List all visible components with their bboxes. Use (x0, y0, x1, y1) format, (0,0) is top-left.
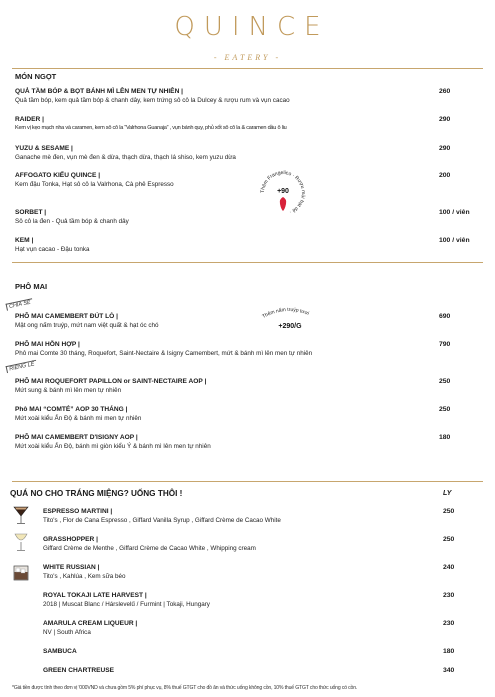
item-name: ROYAL TOKAJI LATE HARVEST | (43, 592, 147, 599)
stamp-price: +290/G (278, 323, 302, 330)
item-description: Kem đậu Tonka, Hạt sô cô la Valrhona, Cà phê Espresso (15, 181, 174, 188)
section-title-desserts: MÓN NGỌT (15, 72, 57, 81)
menu-item (15, 237, 485, 253)
drink-item (43, 620, 485, 636)
menu-item (15, 406, 485, 422)
tag-share: CHIA SẺ (6, 298, 34, 310)
item-description: Sô cô la đen - Quả tầm bóp & chanh dây (15, 218, 129, 225)
item-description: Quả tầm bóp, kem quả tầm bóp & chanh dây, kem trứng sô cô la Dulcey & rượu rum và vụn cacao (15, 97, 290, 104)
item-name: PHÔ MAI ROQUEFORT PAPILLON or SAINT-NECTAIRE AOP | (15, 378, 207, 385)
tongue-icon (280, 197, 286, 211)
martini-glass-icon (12, 505, 30, 525)
item-description: 2018 | Muscat Blanc / Hárslevelű / Furmint | Tokaji, Hungary (43, 601, 210, 608)
item-name: ESPRESSO MARTINI | (43, 508, 113, 515)
item-price: 100 / viên (439, 209, 470, 216)
item-price: 290 (439, 116, 451, 123)
item-price: 250 (439, 406, 451, 413)
item-price: 200 (439, 172, 451, 179)
item-name: Phô MAI “COMTÉ” AOP 30 THÁNG | (15, 406, 128, 413)
truffle-stamp (254, 300, 324, 334)
menu-item (15, 116, 485, 131)
drink-item (43, 592, 485, 608)
item-description: Mứt xoài kiểu Ấn Độ, bánh mì giòn kiểu Ý & bánh mì lên men tự nhiên (15, 443, 211, 450)
item-price: 260 (439, 88, 451, 95)
section-title-drinks: QUÁ NO CHO TRÁNG MIỆNG? UỐNG THÔI ! (10, 489, 183, 498)
section-title-cheese: PHÔ MAI (15, 282, 48, 291)
price-footnote: *Giá tiền được tính theo đơn vị '000VND và chưa gồm 5% phí phục vụ, 8% thuế GTGT cho đồ ăn và thức uống không cồn, 10% thuế GTGT cho thức uống có cồn. (12, 685, 358, 691)
item-description: Ganache mè đen, vụn mè đen & dừa, thạch dừa, thạch lá shiso, kem yuzu dừa (15, 154, 236, 161)
menu-item (15, 209, 485, 225)
svg-text:Thêm nấm truýp tươi (261, 307, 309, 320)
item-name: PHÔ MAI CAMEMBERT D'ISIGNY AOP | (15, 434, 138, 441)
item-price: 290 (439, 145, 451, 152)
item-name: PHÔ MAI CAMEMBERT ĐÚT LÒ | (15, 313, 118, 320)
menu-item (15, 88, 485, 104)
stamp-price: +90 (277, 188, 289, 195)
item-name: KEM | (15, 237, 34, 244)
menu-item (15, 434, 485, 450)
divider (12, 262, 483, 263)
menu-item (15, 313, 485, 329)
menu-item (15, 172, 485, 188)
item-description: Hạt vụn cacao - Đậu tonka (15, 246, 90, 253)
item-price: 100 / viên (439, 237, 470, 244)
drink-item (43, 667, 485, 674)
item-description: Mứt sung & bánh mì lên men tự nhiên (15, 387, 122, 394)
item-description: NV | South Africa (43, 629, 91, 636)
item-price: 230 (443, 620, 455, 627)
stamp-text: Thêm nấm truýp tươi (261, 306, 310, 320)
item-name: YUZU & SESAME | (15, 145, 73, 152)
item-price: 790 (439, 341, 451, 348)
drink-item (43, 564, 485, 580)
menu-item (15, 378, 485, 394)
brand-subtitle: - EATERY - (213, 53, 282, 62)
cocktail-glass-icon (12, 532, 30, 552)
item-name: PHÔ MAI HỖN HỢP | (15, 341, 80, 348)
item-name: GREEN CHARTREUSE (43, 667, 115, 674)
item-price: 180 (443, 648, 455, 655)
item-name: GRASSHOPPER | (43, 536, 98, 543)
menu-item (15, 341, 485, 357)
stamp-text: Thêm Frangelico · Rượu mùi hạt dẻ · (259, 169, 307, 215)
item-price: 230 (443, 592, 455, 599)
item-price: 250 (443, 536, 455, 543)
item-price: 340 (443, 667, 455, 674)
item-description: Phô mai Comte 30 tháng, Roquefort, Saint-Nectaire & Isigny Camembert, mứt & bánh mì lên men tự nhiên (15, 350, 313, 357)
item-name: WHITE RUSSIAN | (43, 564, 100, 571)
frangelico-stamp (256, 166, 310, 220)
divider (12, 68, 483, 69)
item-price: 250 (439, 378, 451, 385)
tag-single: RIÊNG LẺ (6, 360, 37, 373)
rocks-glass-icon (12, 562, 30, 582)
brand-logo: QUINCE (174, 12, 330, 42)
drink-item (43, 508, 485, 524)
drink-item (43, 648, 485, 655)
item-name: SORBET | (15, 209, 47, 216)
item-name: AMARULA CREAM LIQUEUR | (43, 620, 138, 627)
unit-label: LY (443, 490, 452, 497)
item-description: Giffard Crème de Menthe , Giffard Crème de Cacao White , Whipping cream (43, 545, 256, 552)
item-description: Tito's , Flor de Cana Espresso , Giffard Vanilla Syrup , Giffard Crème de Cacao White (43, 517, 281, 524)
item-price: 180 (439, 434, 451, 441)
item-description: Mật ong nấm truýp, mứt nam việt quất & hạt óc chó (15, 322, 159, 329)
item-price: 690 (439, 313, 451, 320)
item-name: AFFOGATO KIỂU QUINCE | (15, 172, 101, 179)
item-description: Mứt xoài kiểu Ấn Độ & bánh mì men tự nhiên (15, 415, 142, 422)
item-description: Kem vị kẹo mạch nha và caramen, kem sô cô la “Valrhona Guanaja” , vụn bánh quy, phủ xốt sô cô la & caramen dầu ô liu (15, 125, 287, 131)
item-name: RAIDER | (15, 116, 44, 123)
item-name: SAMBUCA (43, 648, 77, 655)
divider (12, 481, 483, 482)
item-name: QUẢ TẦM BÓP & BỌT BÁNH MÌ LÊN MEN TỰ NHIÊN | (15, 88, 184, 95)
drink-item (43, 536, 485, 552)
menu-item (15, 145, 485, 161)
item-price: 250 (443, 508, 455, 515)
item-description: Tito's , Kahlúa , Kem sữa béo (43, 573, 126, 580)
item-price: 240 (443, 564, 455, 571)
